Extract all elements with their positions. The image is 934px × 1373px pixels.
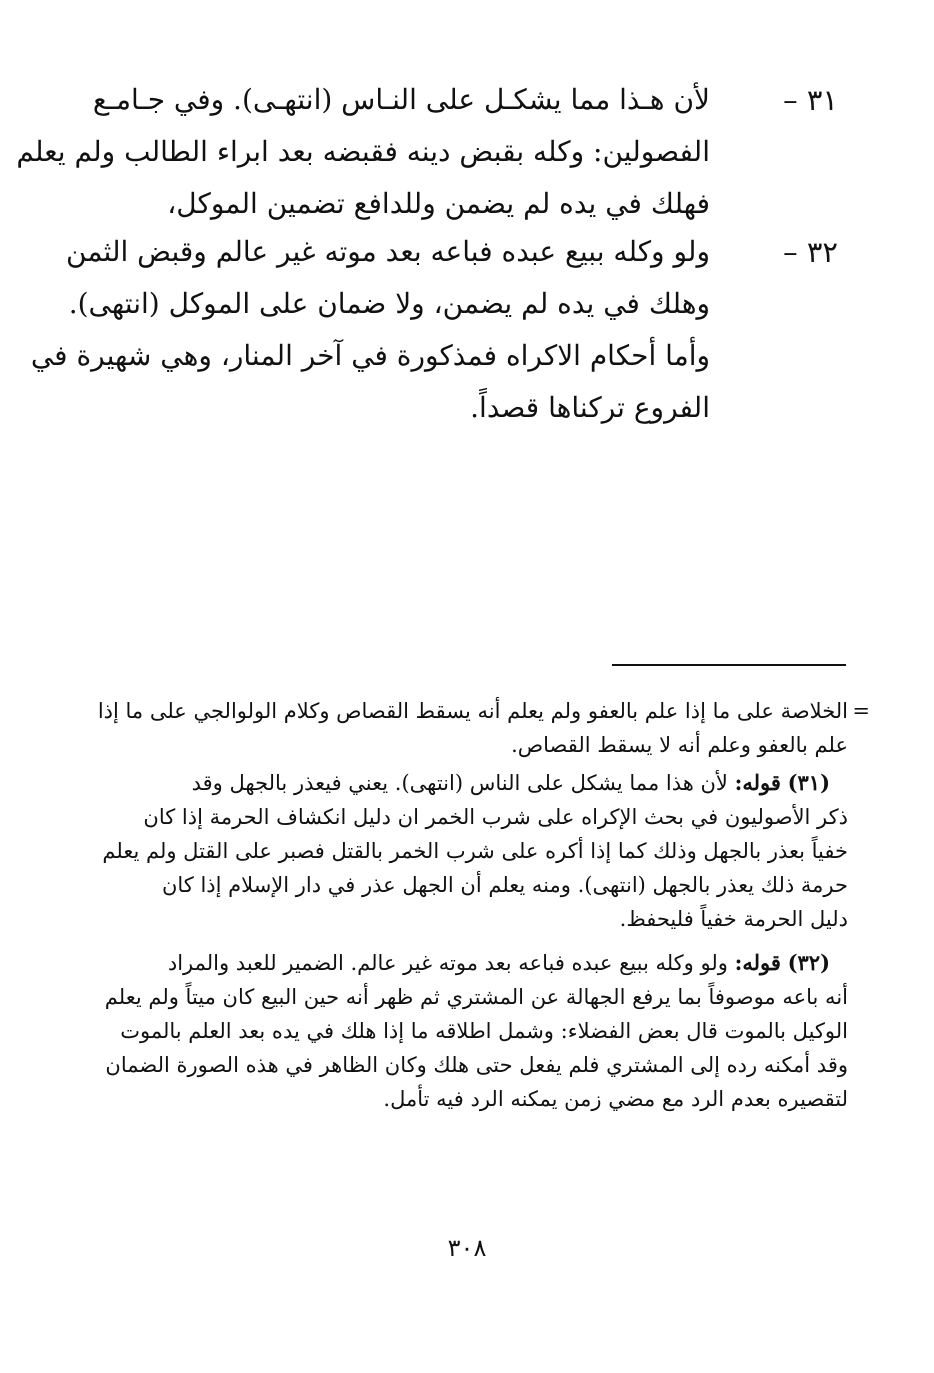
footnote-line: علم بالعفو وعلم أنه لا يسقط القصاص. (511, 733, 848, 757)
entry-body (16, 74, 710, 230)
footnote-line: أنه باعه موصوفاً بما يرفع الجهالة عن المشتري ثم ظهر أنه حين البيع كان ميتاً ولم يعلم (104, 985, 848, 1009)
footnote-line: الخلاصة على ما إذا علم بالعفو ولم يعلم أنه يسقط القصاص وكلام الولوالجي على ما إذا (97, 699, 848, 723)
footnote-number: (٣١) (787, 770, 830, 795)
entry-line: الفروع تركناها قصداً. (470, 391, 710, 424)
footnotes (97, 694, 870, 1120)
continuation-mark: = (852, 699, 870, 723)
footnote-line: دليل الحرمة خفياً فليحفظ. (619, 907, 848, 931)
footnote-31 (102, 766, 848, 936)
entry-line: ولو وكله ببيع عبده فباعه بعد موته غير عالم وقبض الثمن (66, 235, 710, 268)
entry-line: الفصولين: وكله بقبض دينه فقبضه بعد ابراء الطالب ولم يعلم (16, 135, 710, 168)
entry-number: ٣٢ – (783, 235, 838, 269)
footnote-separator (612, 664, 846, 666)
footnote-line: لأن هذا مما يشكل على الناس (انتهى). يعني فيعذر بالجهل وقد (191, 771, 728, 795)
entry-line: وأما أحكام الاكراه فمذكورة في آخر المنار، وهي شهيرة في (30, 339, 710, 372)
footnote-first-line (106, 946, 848, 980)
entry-line: لأن هـذا مما يشكـل على النـاس (انتهـى). وفي جـامـع (92, 83, 710, 116)
footnote-number: (٣٢) (787, 950, 830, 975)
footnote-line: وقد أمكنه رده إلى المشتري فلم يفعل حتى هلك وكان الظاهر في هذه الصورة الضمان (105, 1053, 848, 1077)
page-number: ٣٠٨ (447, 1234, 487, 1262)
entry-32 (30, 226, 838, 434)
entry-number: ٣١ – (783, 83, 838, 117)
footnote-line: خفياً بعذر بالجهل وذلك كما إذا أكره على شرب الخمر بالقتل فصبر على القتل ولم يعلم (102, 839, 848, 863)
entry-line: فهلك في يده لم يضمن وللدافع تضمين الموكل، (167, 187, 710, 220)
footnote-32 (106, 946, 848, 1116)
footnote-head: قوله: (734, 950, 781, 975)
footnote-continuation (97, 694, 870, 762)
footnote-head: قوله: (734, 770, 781, 795)
entry-body (30, 226, 710, 434)
footnote-line: لتقصيره بعدم الرد مع مضي زمن يمكنه الرد فيه تأمل. (383, 1087, 848, 1111)
footnote-line: حرمة ذلك يعذر بالجهل (انتهى). ومنه يعلم أن الجهل عذر في دار الإسلام إذا كان (161, 873, 848, 897)
footnote-line: ذكر الأصوليون في بحث الإكراه على شرب الخمر ان دليل انكشاف الحرمة إذا كان (143, 805, 848, 829)
entry-31 (16, 74, 838, 230)
footnote-line: الوكيل بالموت قال بعض الفضلاء: وشمل اطلاقه ما إذا هلك في يده بعد العلم بالموت (120, 1019, 848, 1043)
footnote-line: ولو وكله ببيع عبده فباعه بعد موته غير عالم. الضمير للعبد والمراد (167, 951, 728, 975)
entry-line: وهلك في يده لم يضمن، ولا ضمان على الموكل (انتهى). (68, 287, 710, 320)
footnote-first-line (106, 766, 848, 800)
